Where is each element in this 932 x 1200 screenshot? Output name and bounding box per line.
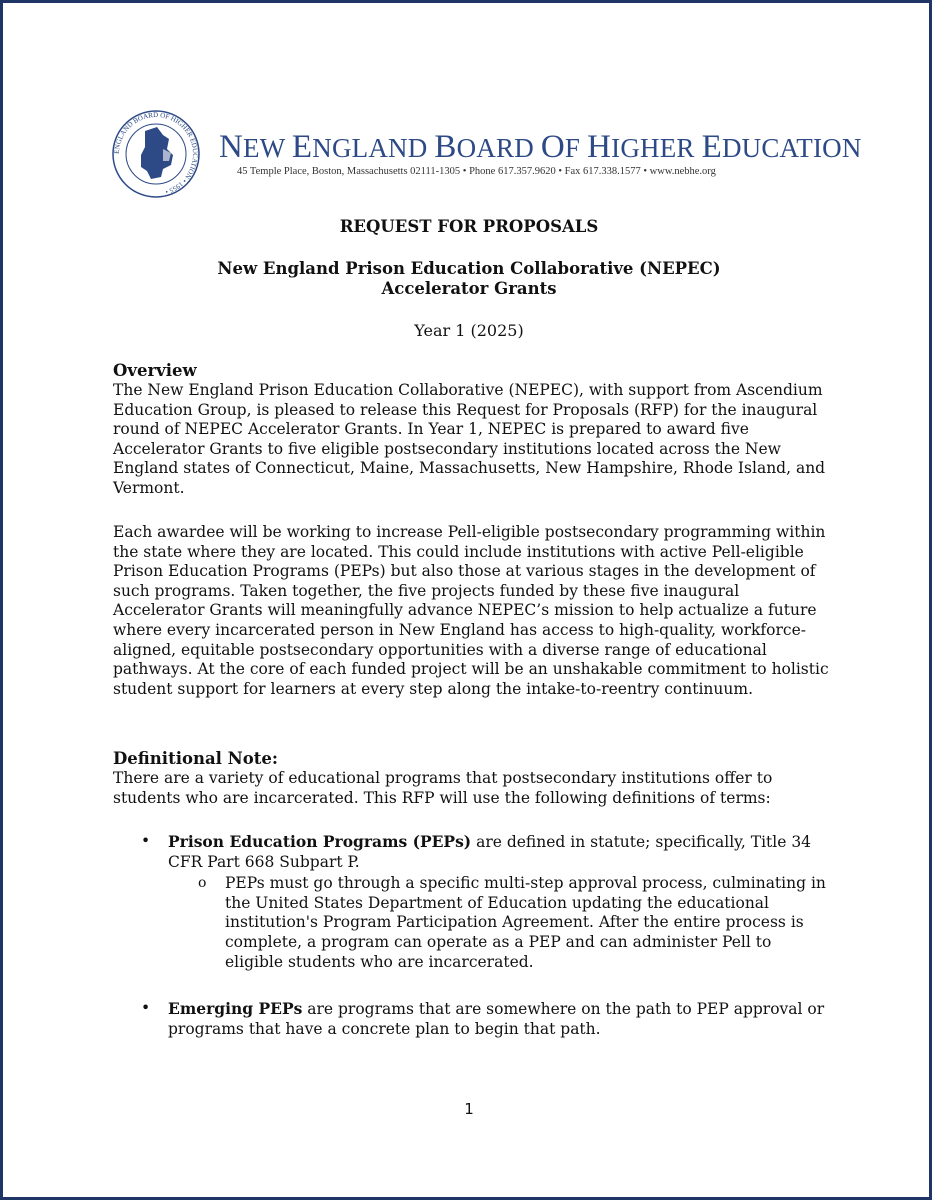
definition-peps: are defined in statute; specifically, Title 34 CFR Part 668 Subpart P. xyxy=(168,833,812,871)
definitions-list-2 xyxy=(113,999,829,1039)
peps-approval-text: PEPs must go through a specific multi-step approval process, culminating in the United States Department of Education updating the educational institution's Program Participation Agreement. After the entire process is complete, a program can operate as a PEP and can administer Pell to eligible students who are incarcerated. xyxy=(225,874,826,971)
list-item-emerging-peps xyxy=(113,999,829,1039)
bullet-icon: • xyxy=(141,832,151,850)
organization-name xyxy=(219,129,862,166)
definitions-list xyxy=(113,832,829,972)
seal-ring-text: ENGLAND BOARD OF HIGHER EDUCATION • 1955 • xyxy=(112,110,200,196)
overview-paragraph-2: Each awardee will be working to increase Pell-eligible postsecondary programming within the state where they are located. This could include institutions with active Pell-eligible Prison Education Programs (PEPs) but also those at various stages in the development of such programs. Taken together, the five projects funded by these five inaugural Accelerator Grants will meaningfully advance NEPEC’s mission to help actualize a future where every incarcerated person in New England has access to high-quality, workforce-aligned, equitable postsecondary opportunities with a diverse range of educational pathways. At the core of each funded project will be an unshakable commitment to holistic student support for learners at every step along the intake-to-reentry continuum. xyxy=(113,523,829,698)
bullet-icon: • xyxy=(141,999,151,1017)
term-emerging-peps: Emerging PEPs xyxy=(168,999,303,1018)
page-number: 1 xyxy=(464,1100,474,1118)
organization-name-text: NEW ENGLAND BOARD OF HIGHER EDUCATION xyxy=(219,129,862,165)
term-peps: Prison Education Programs (PEPs) xyxy=(168,832,472,851)
subtitle-line-1: New England Prison Education Collaborative (NEPEC) xyxy=(217,259,721,278)
organization-address: 45 Temple Place, Boston, Massachusetts 02111-1305 • Phone 617.357.9620 • Fax 617.338.1577 • www.nebhe.org xyxy=(237,166,716,177)
overview-paragraph-2-block xyxy=(113,523,829,699)
definitional-note-intro: There are a variety of educational programs that postsecondary institutions offer to students who are incarcerated. This RFP will use the following definitions of terms: xyxy=(113,769,773,807)
sub-list-item-peps-approval xyxy=(168,874,829,972)
definition-emerging-peps: are programs that are somewhere on the path to PEP approval or programs that have a concrete plan to begin that path. xyxy=(168,1000,825,1038)
letterhead xyxy=(111,109,862,199)
hollow-bullet-icon: o xyxy=(198,875,207,892)
overview-paragraph-1: The New England Prison Education Collaborative (NEPEC), with support from Ascendium Education Group, is pleased to release this Request for Proposals (RFP) for the inaugural round of NEPEC Accelerator Grants. In Year 1, NEPEC is prepared to award five Accelerator Grants to five eligible postsecondary institutions located across the New England states of Connecticut, Maine, Massachusetts, New Hampshire, Rhode Island, and Vermont. xyxy=(113,381,826,497)
overview-section xyxy=(113,361,829,499)
definitional-note-section xyxy=(113,749,829,808)
rfp-title: REQUEST FOR PROPOSALS xyxy=(339,217,599,236)
nebhe-seal-logo xyxy=(111,109,201,199)
definitional-note-heading: Definitional Note: xyxy=(113,749,278,768)
year-label: Year 1 (2025) xyxy=(414,321,524,340)
overview-heading: Overview xyxy=(113,361,197,380)
list-item-peps xyxy=(113,832,829,972)
subtitle-line-2: Accelerator Grants xyxy=(381,279,557,298)
